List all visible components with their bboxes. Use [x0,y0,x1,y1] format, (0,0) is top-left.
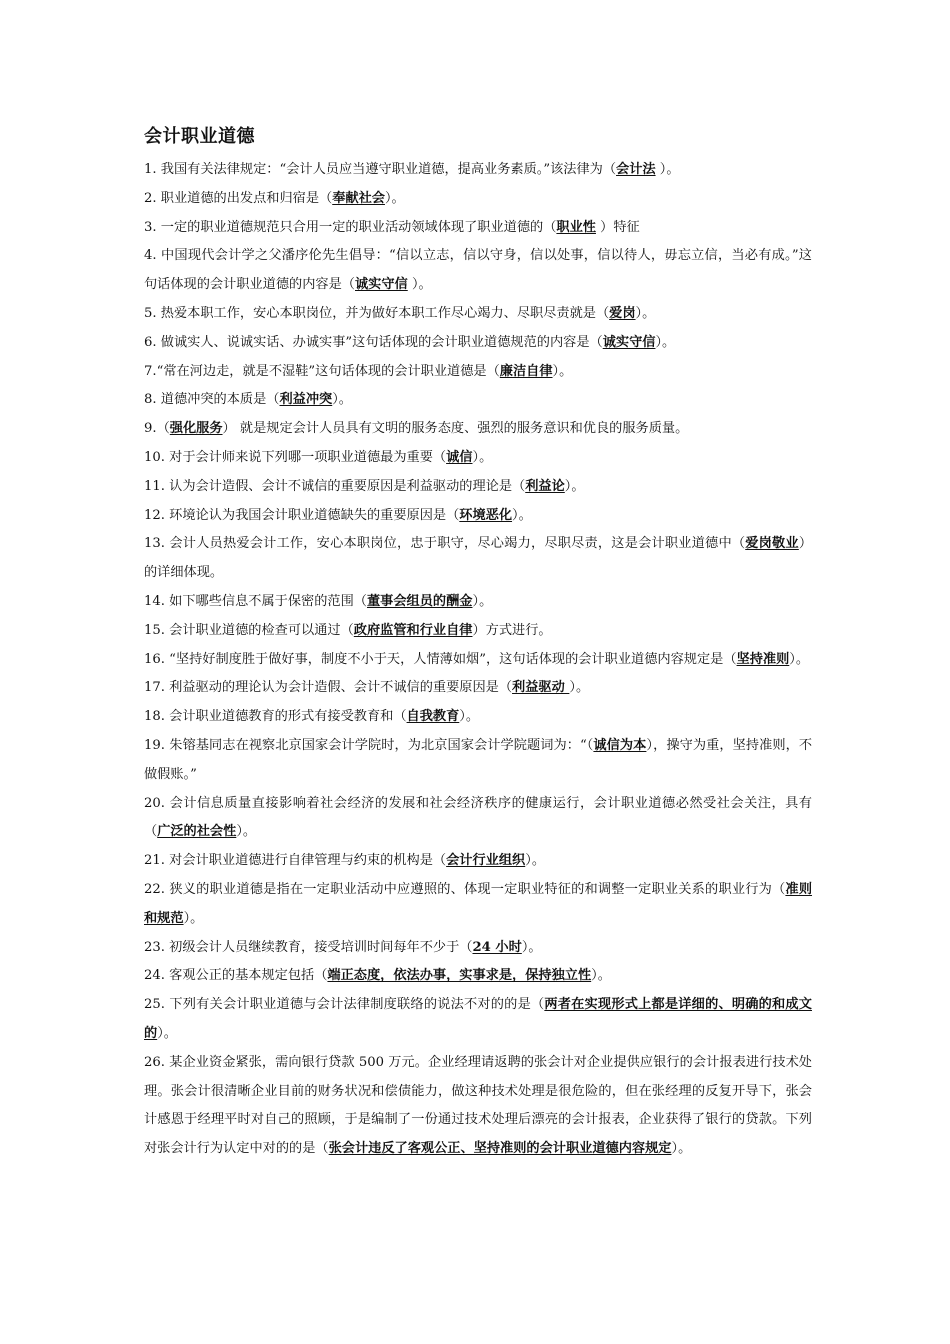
answer-text: 环境恶化 [459,507,513,523]
answer-text: 职业性 [556,219,596,235]
question-suffix: ） 就是规定会计人员具有文明的服务态度、强烈的服务意识和优良的服务质量。 [222,421,689,437]
question-text: 13. 会计人员热爱会计工作，安心本职岗位，忠于职守，尽心竭力，尽职尽责，这是会计职业道德中（ [144,536,746,552]
question-suffix: ）。 [384,190,405,206]
answer-text: 爱岗 [609,305,636,321]
question-suffix: ）。 [564,478,585,494]
question-item [144,934,812,963]
question-suffix: ）。 [552,363,573,379]
document-page [144,124,812,1164]
question-item [144,674,812,703]
question-item [144,847,812,876]
question-item [144,530,812,588]
question-text: 4. 中国现代会计学之父潘序伦先生倡导：“信以立志，信以守身，信以处事，信以待人，毋忘立信，当必有成。”这句话体现的会计职业道德的内容是（ [144,248,812,293]
answer-text: 诚实守信 [602,334,656,350]
question-text: 2. 职业道德的出发点和归宿是（ [144,190,333,206]
question-item [144,646,812,675]
answer-text: 24 小时 [472,939,522,955]
question-text: 3. 一定的职业道德规范只合用一定的职业活动领域体现了职业道德的（ [144,219,557,235]
answer-text: 爱岗敬业 [745,536,799,552]
question-text: 8. 道德冲突的本质是（ [144,392,280,408]
question-item [144,588,812,617]
answer-text: 自我教育 [406,709,460,725]
question-suffix: ），操守为重，坚持准则，不做假账。” [144,737,813,782]
answer-text: 利益驱动 [512,680,570,696]
question-text: 19. 朱镕基同志在视察北京国家会计学院时，为北京国家会计学院题词为：“（ [144,737,594,753]
question-suffix: ）。 [407,277,432,293]
question-text: 25. 下列有关会计职业道德与会计法律制度联络的说法不对的的是（ [144,997,545,1013]
question-item [144,329,812,358]
answer-text: 强化服务 [169,421,223,437]
question-item [144,214,812,243]
question-item [144,790,812,848]
answer-text: 端正态度，依法办事，实事求是，保持独立性 [327,968,592,984]
question-text: 6. 做诚实人、说诚实话、办诚实事”这句话体现的会计职业道德规范的内容是（ [144,334,603,350]
answer-text: 两者在实现形式上都是详细的、明确的和成文的 [144,997,812,1041]
question-suffix: ）。 [569,680,590,696]
question-text: 18. 会计职业道德教育的形式有接受教育和（ [144,709,407,725]
question-suffix: ）。 [521,939,542,955]
question-text: 23. 初级会计人员继续教育，接受培训时间每年不少于（ [144,939,473,955]
question-item [144,185,812,214]
answer-text: 会计行业组织 [446,853,526,869]
answer-text: 诚实守信 [355,277,408,293]
question-item [144,473,812,502]
question-text: 20. 会计信息质量直接影响着社会经济的发展和社会经济秩序的健康运行，会计职业道德必然受社会关注，具有（ [144,795,812,840]
question-suffix: ）。 [472,593,493,609]
question-item [144,962,812,991]
question-text: 26. 某企业资金紧张，需向银行贷款 500 万元。企业经理请返聘的张会计对企业提供应银行的会计报表进行技术处理。张会计很清晰企业目前的财务状况和偿债能力，做这种技术处理是很危险的，但在张经理的反复开导下，张会计感恩于经理平时对自己的照顾，于是编制了一份通过技术处理后漂亮的会计报表，企业获得了银行的贷款。下列对张会计行为认定中对的的是（ [144,1054,812,1157]
question-suffix: ）。 [332,392,352,408]
question-suffix: ）。 [459,709,480,725]
question-suffix: ）。 [525,853,546,869]
question-item [144,703,812,732]
question-suffix: ）。 [472,449,493,465]
question-item [144,991,812,1049]
answer-text: 利益论 [525,478,565,494]
question-text: 14. 如下哪些信息不属于保密的范围（ [144,593,367,609]
question-suffix: ）。 [236,824,257,840]
question-suffix: ）。 [512,507,532,523]
question-item [144,732,812,790]
question-item [144,156,812,185]
question-text: 17. 利益驱动的理论认为会计造假、会计不诚信的重要原因是（ [144,680,513,696]
question-text: 1. 我国有关法律规定：“会计人员应当遵守职业道德，提高业务素质。”该法律为（ [144,162,617,177]
question-suffix: ）。 [655,162,680,177]
question-text: 21. 对会计职业道德进行自律管理与约束的机构是（ [144,853,447,869]
question-text: 22. 狭义的职业道德是指在一定职业活动中应遵照的、体现一定职业特征的和调整一定职业关系的职业行为（ [144,881,786,897]
question-item [144,358,812,387]
answer-text: 会计法 [616,162,656,177]
question-suffix: ）。 [655,334,676,350]
question-suffix: ）。 [635,305,656,321]
question-suffix: ）。 [789,651,810,667]
question-item [144,1049,812,1164]
answer-text: 董事会组员的酬金 [366,593,473,609]
question-text: 16. “坚持好制度胜于做好事，制度不小于天，人情薄如烟”，这句话体现的会计职业道德内容规定是（ [144,651,737,667]
answer-text: 诚信为本 [593,737,647,753]
answer-text: 利益冲突 [279,392,333,408]
question-item [144,444,812,473]
answer-text: 廉洁自律 [499,363,553,379]
question-text: 24. 客观公正的基本规定包括（ [144,968,328,984]
answer-text: 奉献社会 [332,190,385,206]
question-text: 12. 环境论认为我国会计职业道德缺失的重要原因是（ [144,507,460,523]
question-text: 15. 会计职业道德的检查可以通过（ [144,622,354,638]
answer-text: 诚信 [446,449,473,465]
question-text: 5. 热爱本职工作，安心本职岗位，并为做好本职工作尽心竭力、尽职尽责就是（ [144,305,610,321]
question-item [144,242,812,300]
question-suffix: ）的详细体现。 [144,536,812,581]
question-item [144,502,812,531]
answer-text: 准则和规范 [144,881,813,926]
question-text: 11. 认为会计造假、会计不诚信的重要原因是利益驱动的理论是（ [144,478,526,494]
question-suffix: ）方式进行。 [472,622,552,638]
question-item [144,415,812,444]
question-suffix: ）。 [157,1025,177,1041]
question-suffix: ）。 [671,1141,692,1157]
question-suffix: ）。 [183,910,204,926]
answer-text: 坚持准则 [736,651,790,667]
answer-text: 广泛的社会性 [157,824,237,840]
answer-text: 政府监管和行业自律 [353,622,473,638]
answer-text: 张会计违反了客观公正、坚持准则的会计职业道德内容规定 [328,1141,672,1157]
question-item [144,300,812,329]
question-list [144,156,812,1164]
question-item [144,386,812,415]
question-suffix: ）特征 [595,219,640,235]
question-text: 9.（ [144,421,170,437]
question-text: 10. 对于会计师来说下列哪一项职业道德最为重要（ [144,449,447,465]
question-item [144,617,812,646]
question-item [144,876,812,934]
document-title: 会计职业道德 [144,126,255,147]
question-suffix: ）。 [591,968,611,984]
question-text: 7.“常在河边走，就是不湿鞋”这句话体现的会计职业道德是（ [144,363,500,379]
